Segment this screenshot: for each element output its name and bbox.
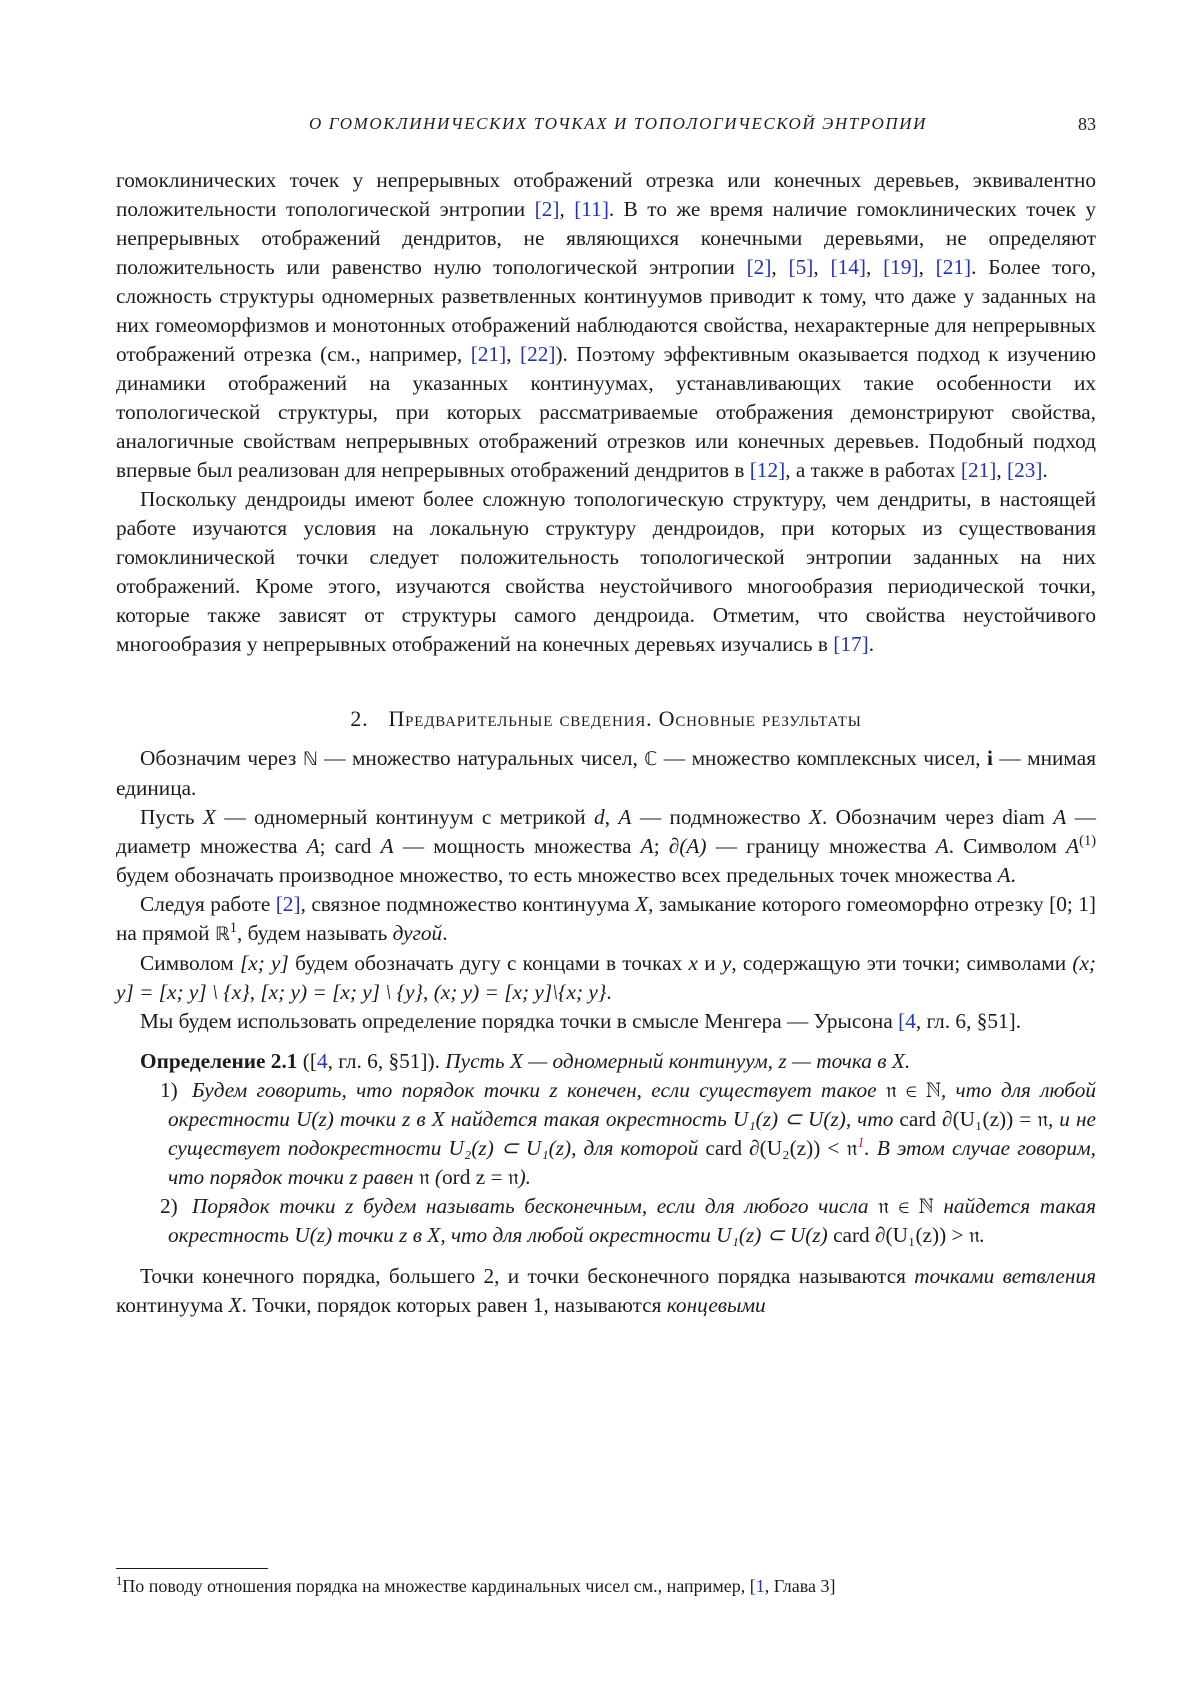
citation-link[interactable]: 4 [316, 1049, 328, 1073]
footnote-mark: 1 [116, 1574, 123, 1588]
section-title: Предварительные сведения. Основные результаты [388, 706, 862, 731]
paragraph-2: Поскольку дендроиды имеют более сложную топологическую структуру, чем дендриты, в настоящей работе изучаются условия на локальную структуру дендроидов, при которых из существования гомоклинической точки следует положительность топологической энтропии заданных на них отображений. Кроме этого, изучаются свойства неустойчивого многообразия периодической точки, которые также зависят от структуры самого дендроида. Отметим, что свойства неустойчивого многообразия у непрерывных отображений на конечных деревьях изучались в [17]. [116, 487, 1096, 656]
citation-link[interactable]: [23] [1007, 458, 1043, 482]
citation-link[interactable]: [2] [534, 197, 560, 221]
page-number: 83 [1078, 114, 1096, 134]
citation-link[interactable]: 1 [755, 1576, 765, 1596]
section-heading [116, 704, 1096, 733]
running-head-title: О ГОМОКЛИНИЧЕСКИХ ТОЧКАХ И ТОПОЛОГИЧЕСКОЙ ЭНТРОПИИ [308, 114, 928, 133]
definition-2-1: Определение 2.1 ([4, гл. 6, §51]). Пусть X — одномерный континуум, z — точка в X. 1) Будем говорить, что порядок точки z конечен, если существует такое 𝔫 ∈ ℕ, что для любой окрестности U(z) точки z в X найдется такая окрестность U₁(z) ⊂ U(z), что card ∂(U₁(z)) = 𝔫, и не существует подокрестности U₂(z) ⊂ U₁(z), для которой card ∂(U₂(z)) < 𝔫$^1$. В этом случае говорим, что порядок точки z равен 𝔫 (ord z = 𝔫). 2) Порядок точки z будем называть бесконечным, если для любого числа 𝔫 ∈ ℕ найдется такая окрестность U(z) точки z в X, что для любой окрестности U₁(z) ⊂ U(z) card ∂(U₁(z)) > 𝔫. [116, 1047, 1096, 1250]
citation-link[interactable]: [21] [960, 458, 997, 482]
citation-link[interactable]: [12] [749, 458, 786, 482]
citation-link[interactable]: [2] [746, 255, 772, 279]
citation-link[interactable]: [19] [883, 255, 919, 279]
citation-link[interactable]: [11] [574, 197, 609, 221]
citation-link[interactable]: [22] [519, 342, 556, 366]
definition-items [116, 1076, 1096, 1250]
citation-link[interactable]: [17] [833, 632, 869, 656]
running-head [116, 114, 1096, 134]
paragraph-arc-notation: Символом [x; y] будем обозначать дугу с концами в точках x и y, содержащую эти точки; символами (x; y] = [x; y] \ {x}, [x; y) = [x; y] \ {y}, (x; y) = [x; y]\{x; y}. [116, 951, 1097, 1004]
citation-link[interactable]: [21] [935, 255, 972, 279]
citation-link[interactable]: [14] [830, 255, 866, 279]
page-body [116, 166, 1096, 1320]
paragraph-continuum: Пусть X — одномерный континуум с метрикой d, A — подмножество X. Обозначим через diam A — диаметр множества A; card A — мощность множества A; ∂(A) — границу множества A. Символом $A^{(1)}$ будем обозначать производное множество, то есть множество всех предельных точек множества A. [116, 805, 1097, 887]
citation-link[interactable]: [5] [788, 255, 814, 279]
definition-item: 1) Будем говорить, что порядок точки z конечен, если существует такое 𝔫 ∈ ℕ, что для любой окрестности U(z) точки z в X найдется такая окрестность U₁(z) ⊂ U(z), что card ∂(U₁(z)) = 𝔫, и не существует подокрестности U₂(z) ⊂ U₁(z), для которой card ∂(U₂(z)) < 𝔫$^1$. В этом случае говорим, что порядок точки z равен 𝔫 (ord z = 𝔫). [160, 1078, 1096, 1189]
definition-label: Определение 2.1 [140, 1049, 298, 1073]
footnote-ref[interactable]: 1 [857, 1134, 865, 1151]
paragraph-1: гомоклинических точек у непрерывных отображений отрезка или конечных деревьев, эквивалентно положительности топологической энтропии [2], [11]. В то же время наличие гомоклинических точек у непрерывных отображений дендритов, не являющихся конечными деревьями, не определяют положительность или равенство нулю топологической энтропии [2], [5], [14], [19], [21]. Более того, сложность структуры одномерных разветвленных континуумов приводит к тому, что даже у заданных на них гомеоморфизмов и монотонных отображений наблюдаются свойства, нехарактерные для непрерывных отображений отрезка (см., например, [21], [22]). Поэтому эффективным оказывается подход к изучению динамики отображений на указанных континуумах, устанавливающих такие особенности их топологической структуры, при которых рассматриваемые отображения демонстрируют свойства, аналогичные свойствам непрерывных отображений отрезков или конечных деревьев. Подобный подход впервые был реализован для непрерывных отображений дендритов в [12], а также в работах [21], [23]. [116, 168, 1097, 482]
citation-link[interactable]: [21] [470, 342, 507, 366]
citation-link[interactable]: [4 [898, 1009, 916, 1033]
paragraph-notation: Обозначим через ℕ — множество натуральных чисел, ℂ — множество комплексных чисел, i — мнимая единица. [116, 746, 1096, 800]
citation-link[interactable]: [2] [275, 892, 301, 916]
section-number: 2. [350, 706, 369, 731]
paragraph-arc: Следуя работе [2], связное подмножество континуума X, замыкание которого гомеоморфно отрезку [0; 1] на прямой ℝ$^1$, будем называть дугой. [116, 892, 1097, 945]
paragraph-menger-urysohn: Мы будем использовать определение порядка точки в смысле Менгера — Урысона [4, гл. 6, §51]. [140, 1009, 1022, 1033]
paragraph-branch-points: Точки конечного порядка, большего 2, и точки бесконечного порядка называются точками ветвления континуума X. Точки, порядок которых равен 1, называются концевыми [116, 1264, 1096, 1317]
definition-item: 2) Порядок точки z будем называть бесконечным, если для любого числа 𝔫 ∈ ℕ найдется такая окрестность U(z) точки z в X, что для любой окрестности U₁(z) ⊂ U(z) card ∂(U₁(z)) > 𝔫. [160, 1194, 1096, 1247]
footnote-rule [116, 1568, 268, 1569]
footnote: $^1$По поводу отношения порядка на множестве кардинальных чисел см., например, [1, Глава 3] [116, 1574, 836, 1596]
